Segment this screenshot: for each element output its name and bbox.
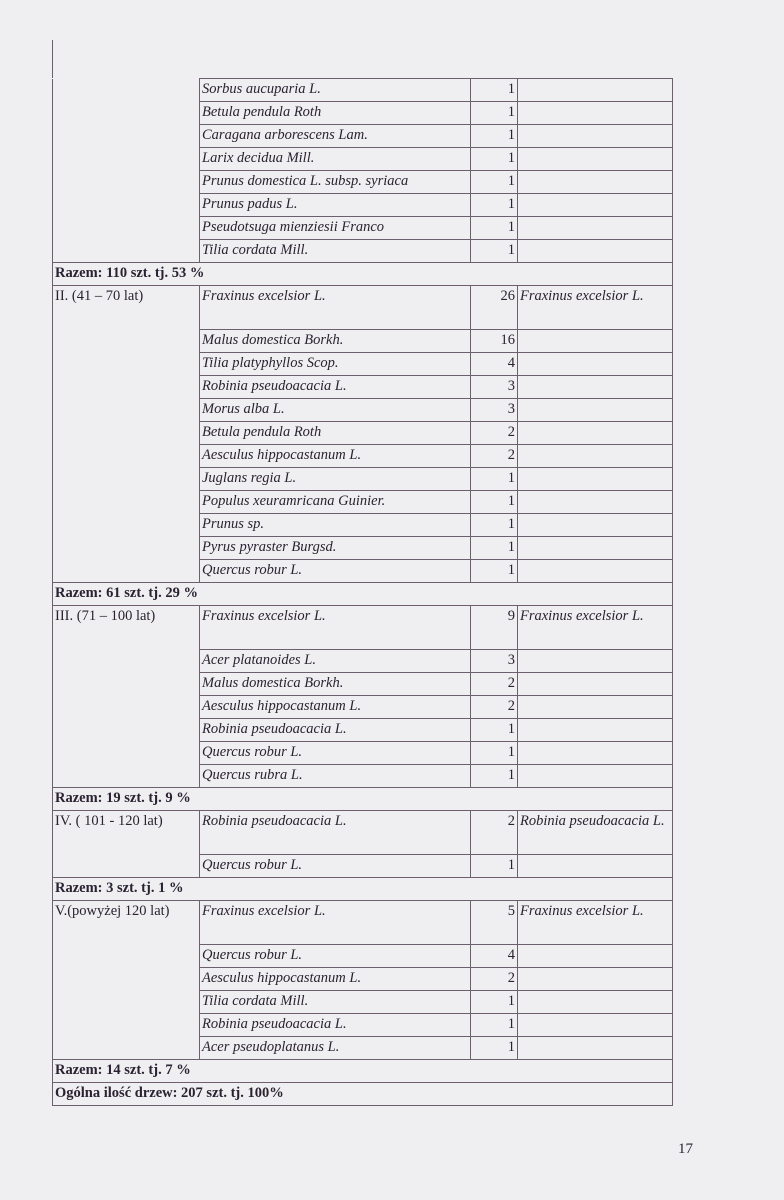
dominant-species-cell	[518, 125, 673, 148]
dominant-species-cell	[518, 399, 673, 422]
count-cell: 1	[471, 560, 518, 583]
dominant-species-cell	[518, 240, 673, 263]
count-cell: 1	[471, 742, 518, 765]
age-class-cell: V.(powyżej 120 lat)	[53, 901, 200, 1060]
count-cell: 1	[471, 148, 518, 171]
summary-row	[53, 1060, 673, 1083]
species-cell: Tilia cordata Mill.	[200, 991, 471, 1014]
species-cell: Acer platanoides L.	[200, 650, 471, 673]
dominant-species-cell	[518, 537, 673, 560]
species-cell: Populus xeuramricana Guinier.	[200, 491, 471, 514]
dominant-species-cell	[518, 79, 673, 102]
count-cell: 2	[471, 445, 518, 468]
species-cell: Malus domestica Borkh.	[200, 330, 471, 353]
age-class-cell: III. (71 – 100 lat)	[53, 606, 200, 788]
species-cell: Prunus padus L.	[200, 194, 471, 217]
dominant-species-cell	[518, 673, 673, 696]
count-cell: 1	[471, 171, 518, 194]
dominant-species-cell: Fraxinus excelsior L.	[518, 606, 673, 650]
dominant-species-cell	[518, 171, 673, 194]
count-cell: 1	[471, 240, 518, 263]
species-cell: Robinia pseudoacacia L.	[200, 719, 471, 742]
dominant-species-cell	[518, 1037, 673, 1060]
dominant-species-cell	[518, 445, 673, 468]
count-cell: 1	[471, 1014, 518, 1037]
count-cell: 2	[471, 968, 518, 991]
species-cell: Robinia pseudoacacia L.	[200, 1014, 471, 1037]
species-cell: Malus domestica Borkh.	[200, 673, 471, 696]
species-cell: Aesculus hippocastanum L.	[200, 968, 471, 991]
dominant-species-cell	[518, 491, 673, 514]
count-cell: 1	[471, 765, 518, 788]
dominant-species-cell: Fraxinus excelsior L.	[518, 286, 673, 330]
count-cell: 2	[471, 422, 518, 445]
dominant-species-cell	[518, 650, 673, 673]
species-cell: Pseudotsuga mienziesii Franco	[200, 217, 471, 240]
table-row	[53, 811, 673, 855]
count-cell: 1	[471, 491, 518, 514]
species-cell: Larix decidua Mill.	[200, 148, 471, 171]
dominant-species-cell	[518, 330, 673, 353]
age-class-cell	[53, 79, 200, 263]
dominant-species-cell	[518, 560, 673, 583]
table-row	[53, 606, 673, 650]
dominant-species-cell	[518, 217, 673, 240]
group-summary: Razem: 19 szt. tj. 9 %	[53, 788, 673, 811]
species-cell: Juglans regia L.	[200, 468, 471, 491]
species-cell: Quercus robur L.	[200, 855, 471, 878]
dominant-species-cell: Fraxinus excelsior L.	[518, 901, 673, 945]
summary-row	[53, 263, 673, 286]
species-cell: Aesculus hippocastanum L.	[200, 445, 471, 468]
count-cell: 2	[471, 811, 518, 855]
dominant-species-cell	[518, 353, 673, 376]
summary-row	[53, 878, 673, 901]
species-cell: Prunus domestica L. subsp. syriaca	[200, 171, 471, 194]
dominant-species-cell	[518, 148, 673, 171]
species-cell: Acer pseudoplatanus L.	[200, 1037, 471, 1060]
species-cell: Fraxinus excelsior L.	[200, 286, 471, 330]
count-cell: 1	[471, 79, 518, 102]
species-cell: Tilia cordata Mill.	[200, 240, 471, 263]
dominant-species-cell	[518, 422, 673, 445]
summary-row	[53, 788, 673, 811]
species-cell: Aesculus hippocastanum L.	[200, 696, 471, 719]
count-cell: 1	[471, 102, 518, 125]
tree-age-table	[52, 78, 673, 1106]
count-cell: 1	[471, 1037, 518, 1060]
count-cell: 4	[471, 353, 518, 376]
species-cell: Robinia pseudoacacia L.	[200, 811, 471, 855]
dominant-species-cell: Robinia pseudoacacia L.	[518, 811, 673, 855]
count-cell: 1	[471, 514, 518, 537]
group-summary: Razem: 3 szt. tj. 1 %	[53, 878, 673, 901]
age-class-cell: II. (41 – 70 lat)	[53, 286, 200, 583]
species-cell: Sorbus aucuparia L.	[200, 79, 471, 102]
dominant-species-cell	[518, 514, 673, 537]
group-summary: Razem: 14 szt. tj. 7 %	[53, 1060, 673, 1083]
species-cell: Caragana arborescens Lam.	[200, 125, 471, 148]
dominant-species-cell	[518, 696, 673, 719]
species-cell: Betula pendula Roth	[200, 102, 471, 125]
dominant-species-cell	[518, 194, 673, 217]
count-cell: 1	[471, 991, 518, 1014]
table-row	[53, 901, 673, 945]
species-cell: Betula pendula Roth	[200, 422, 471, 445]
total-row	[53, 1083, 673, 1106]
species-cell: Quercus robur L.	[200, 742, 471, 765]
table-row	[53, 79, 673, 102]
count-cell: 2	[471, 696, 518, 719]
count-cell: 3	[471, 399, 518, 422]
species-cell: Fraxinus excelsior L.	[200, 901, 471, 945]
age-class-cell: IV. ( 101 - 120 lat)	[53, 811, 200, 878]
count-cell: 1	[471, 125, 518, 148]
species-cell: Quercus robur L.	[200, 945, 471, 968]
dominant-species-cell	[518, 376, 673, 399]
dominant-species-cell	[518, 102, 673, 125]
count-cell: 1	[471, 537, 518, 560]
count-cell: 3	[471, 376, 518, 399]
group-summary: Razem: 110 szt. tj. 53 %	[53, 263, 673, 286]
count-cell: 1	[471, 719, 518, 742]
dominant-species-cell	[518, 742, 673, 765]
count-cell: 1	[471, 855, 518, 878]
dominant-species-cell	[518, 945, 673, 968]
species-cell: Fraxinus excelsior L.	[200, 606, 471, 650]
dominant-species-cell	[518, 855, 673, 878]
count-cell: 26	[471, 286, 518, 330]
species-cell: Quercus robur L.	[200, 560, 471, 583]
grand-total: Ogólna ilość drzew: 207 szt. tj. 100%	[53, 1083, 673, 1106]
species-cell: Prunus sp.	[200, 514, 471, 537]
count-cell: 16	[471, 330, 518, 353]
count-cell: 3	[471, 650, 518, 673]
species-cell: Morus alba L.	[200, 399, 471, 422]
summary-row	[53, 583, 673, 606]
count-cell: 1	[471, 217, 518, 240]
group-summary: Razem: 61 szt. tj. 29 %	[53, 583, 673, 606]
count-cell: 4	[471, 945, 518, 968]
page-number: 17	[678, 1141, 693, 1157]
count-cell: 5	[471, 901, 518, 945]
table-row	[53, 286, 673, 330]
count-cell: 1	[471, 194, 518, 217]
count-cell: 2	[471, 673, 518, 696]
dominant-species-cell	[518, 719, 673, 742]
dominant-species-cell	[518, 765, 673, 788]
species-cell: Tilia platyphyllos Scop.	[200, 353, 471, 376]
dominant-species-cell	[518, 468, 673, 491]
species-cell: Quercus rubra L.	[200, 765, 471, 788]
dominant-species-cell	[518, 1014, 673, 1037]
species-cell: Pyrus pyraster Burgsd.	[200, 537, 471, 560]
count-cell: 1	[471, 468, 518, 491]
species-cell: Robinia pseudoacacia L.	[200, 376, 471, 399]
table-left-border	[52, 40, 53, 78]
dominant-species-cell	[518, 991, 673, 1014]
dominant-species-cell	[518, 968, 673, 991]
count-cell: 9	[471, 606, 518, 650]
